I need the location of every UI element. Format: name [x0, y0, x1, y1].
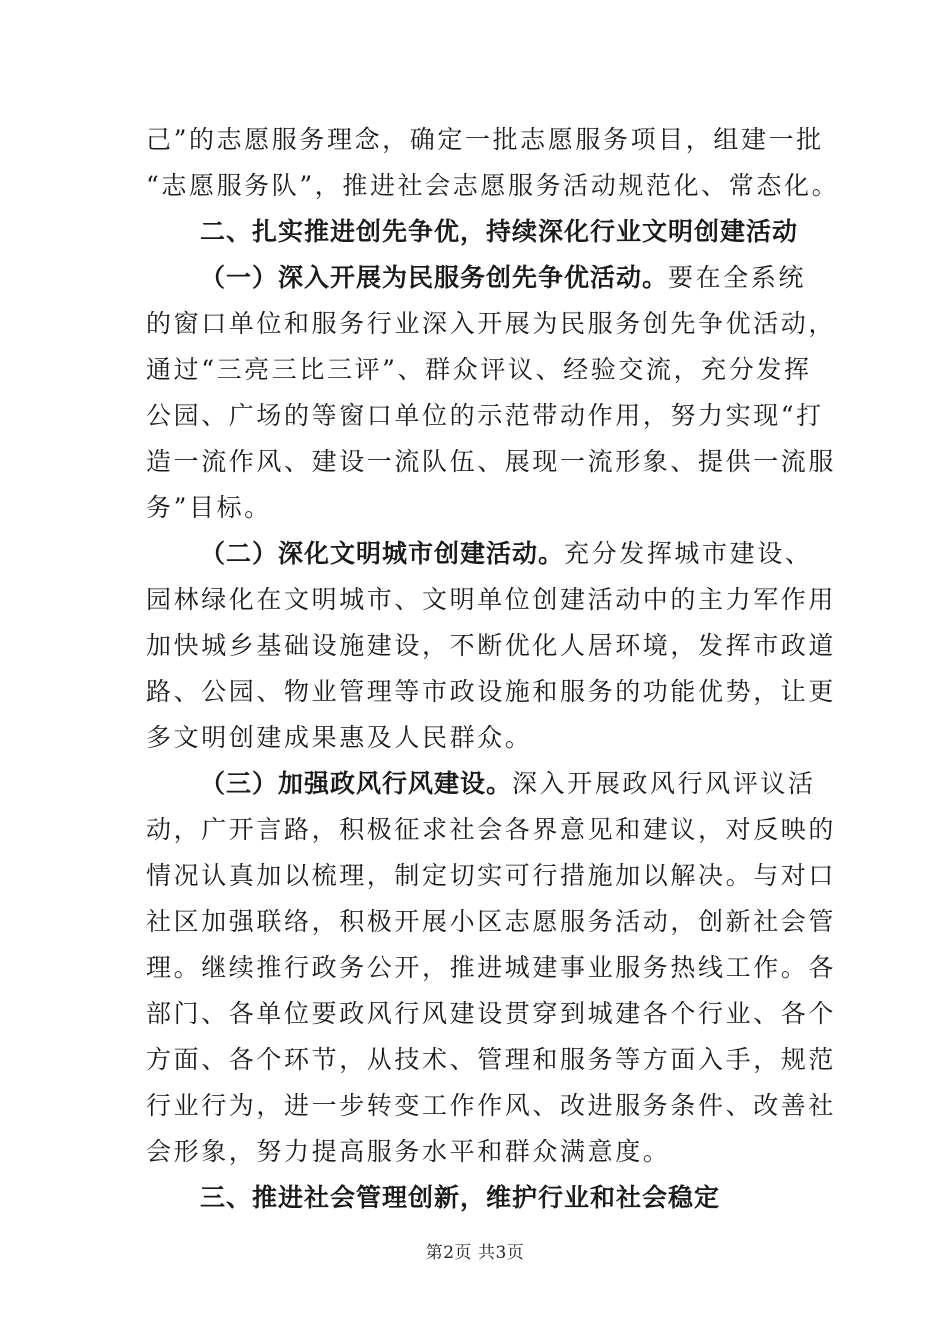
line-text: 多文明创建成果惠及人民群众。 — [146, 723, 533, 752]
line-text: 理。继续推行政务公开，推进城建事业服务热线工作。各 — [146, 953, 837, 982]
line-text: 公园、广场的等窗口单位的示范带动作用，努力实现“打 — [146, 401, 824, 430]
line-text: “志愿服务队”，推进社会志愿服务活动规范化、常态化。 — [146, 171, 840, 200]
line-text: 充分发挥城市建设、 — [564, 539, 813, 568]
line-text: 动，广开言路，积极征求社会各界意见和建议，对反映的 — [146, 815, 837, 844]
heading-text: 二、扎实推进创先争优，持续深化行业文明创建活动 — [200, 217, 799, 246]
paragraph-line — [146, 120, 824, 160]
paragraph-line — [146, 810, 837, 850]
line-text: 深入开展政风行风评议活 — [512, 769, 816, 798]
paragraph-line — [146, 166, 840, 206]
line-text: 社区加强联络，积极开展小区志愿服务活动，创新社会管 — [146, 907, 837, 936]
line-text: 行业行为，进一步转变工作作风、改进服务条件、改善社 — [146, 1091, 837, 1120]
paragraph-line — [146, 396, 824, 436]
paragraph-line — [146, 672, 837, 712]
paragraph-line — [146, 304, 837, 344]
paragraph-line — [146, 718, 806, 758]
paragraph-line — [146, 442, 837, 482]
subsection-title-2: （二）深化文明城市创建活动。 — [200, 539, 565, 568]
paragraph-line — [146, 1040, 837, 1080]
paragraph-line — [146, 856, 837, 896]
page-number-footer: 第2页 共3页 — [425, 1243, 525, 1263]
line-text: 的窗口单位和服务行业深入开展为民服务创先争优活动， — [146, 309, 837, 338]
paragraph-line — [146, 948, 837, 988]
heading-text: 三、推进社会管理创新，维护行业和社会稳定 — [200, 1183, 721, 1212]
paragraph-line — [146, 626, 837, 666]
line-text: 方面、各个环节，从技术、管理和服务等方面入手，规范 — [146, 1045, 837, 1074]
paragraph-line — [146, 902, 837, 942]
paragraph-line — [146, 580, 837, 620]
line-text: 加快城乡基础设施建设，不断优化人居环境，发挥市政道 — [146, 631, 837, 660]
line-text: 务”目标。 — [146, 493, 272, 522]
line-text: 园林绿化在文明城市、文明单位创建活动中的主力军作用 — [146, 585, 837, 614]
paragraph-line — [146, 488, 806, 528]
section-heading-2 — [200, 212, 860, 252]
line-text: 造一流作风、建设一流队伍、展现一流形象、提供一流服 — [146, 447, 837, 476]
line-text: 通过“三亮三比三评”、群众评议、经验交流，充分发挥 — [146, 355, 812, 384]
line-text: 路、公园、物业管理等市政设施和服务的功能优势，让更 — [146, 677, 837, 706]
line-text: 会形象，努力提高服务水平和群众满意度。 — [146, 1137, 671, 1166]
subsection-title-1: （一）深入开展为民服务创先争优活动。 — [200, 263, 669, 292]
line-text: 部门、各单位要政风行风建设贯穿到城建各个行业、各个 — [146, 999, 837, 1028]
paragraph-line — [146, 994, 837, 1034]
paragraph-line — [146, 1132, 806, 1172]
subsection-first-line — [200, 534, 860, 574]
subsection-first-line — [200, 258, 860, 298]
line-text: 情况认真加以梳理，制定切实可行措施加以解决。与对口 — [146, 861, 837, 890]
section-heading-3 — [200, 1178, 860, 1218]
line-text: 己”的志愿服务理念，确定一批志愿服务项目，组建一批 — [146, 125, 824, 154]
subsection-first-line — [200, 764, 860, 804]
paragraph-line — [146, 1086, 837, 1126]
subsection-title-3: （三）加强政风行风建设。 — [200, 769, 513, 798]
paragraph-line — [146, 350, 812, 390]
line-text: 要在全系统 — [668, 263, 807, 292]
